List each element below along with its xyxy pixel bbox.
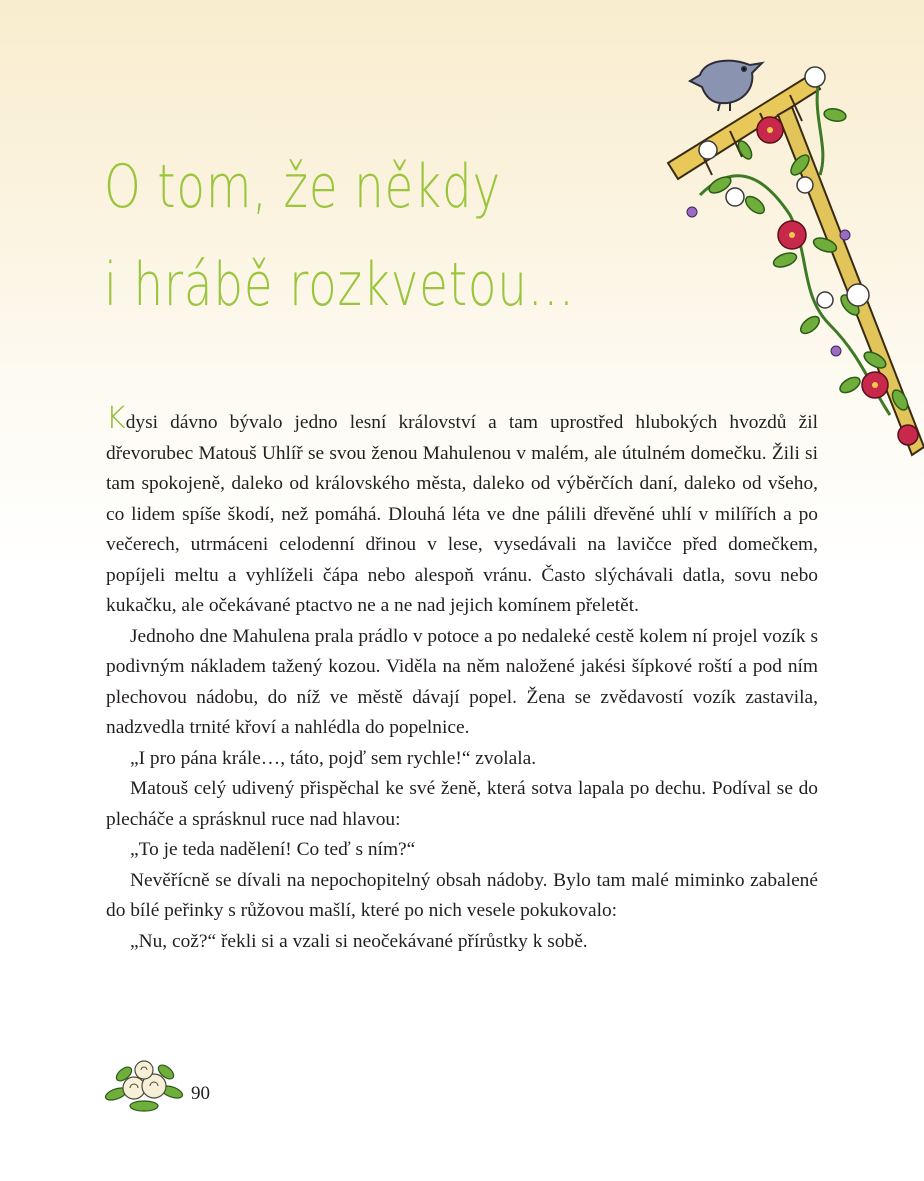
chapter-title — [104, 138, 575, 334]
drop-cap: K — [106, 401, 126, 436]
chapter-title-line-2: i hrábě rozkvetou... — [104, 250, 575, 320]
paragraph-5: „To je teda nadělení! Co teď s ním?“ — [130, 839, 416, 860]
rose-bush-icon — [104, 1054, 184, 1112]
chapter-title-line-1: O tom, že někdy — [104, 152, 501, 222]
paragraph-4: Matouš celý udivený přispěchal ke své ženě, která sotva lapala po dechu. Podíval se do plecháče a sprásknul ruce nad hlavou: — [106, 778, 818, 830]
paragraph-1 — [106, 401, 818, 622]
page-number: 90 — [191, 1083, 210, 1104]
paragraph-3: „I pro pána krále…, táto, pojď sem rychle!“ zvolala. — [130, 747, 537, 769]
paragraph-7: „Nu, což?“ řekli si a vzali si neočekávané přírůstky k sobě. — [130, 930, 588, 952]
flowering-rake-icon — [660, 55, 924, 460]
paragraph-1-text: dysi dávno bývalo jedno lesní království a tam uprostřed hlubokých hvozdů žil dřevorubec Matouš Uhlíř se svou ženou Mahulenou v malém, ale útulném domečku. Žili si tam spokojeně, daleko od královského města, daleko od výběrčích daní, daleko od všeho, co lidem spíše škodí, než pomáhá. Dlouhá léta ve dne pálili dřevěné uhlí v milířích a po večerech, utrmáceni celodenní dřinou v lese, vysedávali na lavičce před domečkem, popíjeli meltu a vyhlíželi čápa nebo alespoň vránu. Často slýchávali datla, sovu nebo kukačku, ale očekávané ptactvo ne a ne nad jejich komínem přeletět. — [106, 412, 818, 616]
paragraph-2: Jednoho dne Mahulena prala prádlo v potoce a po nedaleké cestě kolem ní projel vozík s podivným nákladem tažený kozou. Viděla na něm naložené jakési šípkové roští a pod ním plechovou nádobu, do níž ve městě dávají popel. Žena se zvědavostí vozík zastavila, nadzvedla trnité křoví a nahlédla do popelnice. — [106, 625, 818, 738]
paragraph-6: Nevěřícně se dívali na nepochopitelný obsah nádoby. Bylo tam malé miminko zabalené do bílé peřinky s růžovou mašlí, které po nich vesele pokukovalo: — [106, 869, 818, 921]
story-text — [106, 401, 818, 957]
